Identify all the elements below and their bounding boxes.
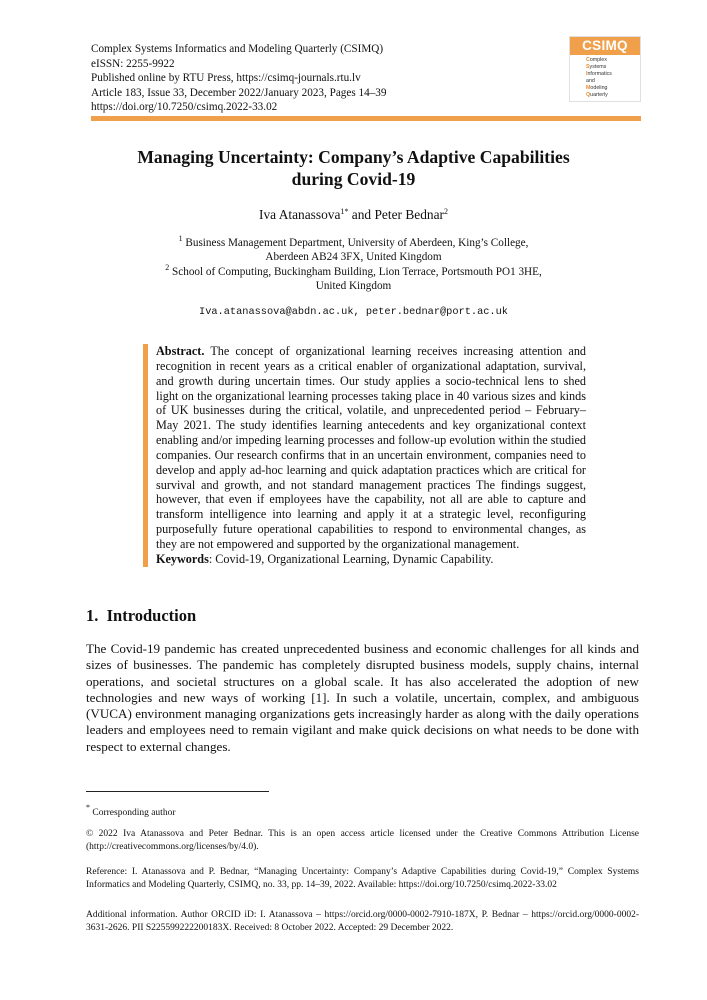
abstract-text: The concept of organizational learning receives increasing attention and recognition in recent years as a critical enabler of organizational adaptation, survival, and growth during uncertain times. Our study applies a socio-technical lens to shed light on the organizational learning processes taking place in 40 various sizes and kinds of UK businesses during the critical, volatile, and unprecedented period – February–May 2021. The study identifies learning antecedents and key organizational context enabling and/or impeding learning processes and follow-up evolution within the studied companies. Our research confirms that in an uncertain environment, companies need to develop and apply ad-hoc learning and quick adaptation practices which are critical for survival and growth, and not standard management practices The findings suggest, however, that even if employees have the capability, not all are able to capture and transform intelligence into learning and apply it at a strategic level, reconfiguring purposefully future operational capabilities to respond to environmental changes, as they are not empowered and supported by the organizational management.: [156, 344, 587, 551]
affiliation-2-cont: United Kingdom: [315, 280, 392, 293]
author-2-mark: 2: [444, 207, 448, 216]
keywords-label: Keywords: [156, 551, 209, 566]
keywords-text: : Covid-19, Organizational Learning, Dynamic Capability.: [208, 551, 494, 566]
logo-word: Modeling: [586, 85, 608, 91]
journal-name: Complex Systems Informatics and Modeling Quarterly (CSIMQ): [91, 43, 384, 55]
header-divider: [91, 116, 641, 121]
section-number: 1.: [86, 606, 99, 625]
footnote-additional: Additional information. Author ORCID iD: I. Atanassova – https://orcid.org/0000-0002-7910-187X, P. Bednar – https://orcid.org/0000-0002-3631-2626. PII S225599222200183X. Received: 8 October 2022. Accepted: 29 December 2022.: [86, 910, 639, 933]
journal-header: [91, 42, 386, 115]
article-doi: https://doi.org/10.7250/csimq.2022-33.02: [91, 101, 278, 114]
affiliation-1: $^1$ Business Management Department, University of Aberdeen, King’s College,: [178, 234, 529, 249]
journal-issn: eISSN: 2255-9922: [91, 57, 175, 70]
logo-word: Systems: [586, 64, 607, 70]
title-line-2: during Covid-19: [291, 169, 416, 189]
footnote-corresponding: * Corresponding author: [86, 803, 176, 818]
affiliation-2: $^2$ School of Computing, Buckingham Building, Lion Terrace, Portsmouth PO1 3HE,: [165, 262, 542, 278]
author-2: Peter Bednar: [374, 207, 444, 222]
footnote-reference: Reference: I. Atanassova and P. Bednar, “Managing Uncertainty: Company’s Adaptive Capabilities during Covid-19,” Complex Systems Informatics and Modeling Quarterly, CSIMQ, no. 33, pp. 14–39, 2022. Available: https://doi.org/10.7250/csimq.2022-33.02: [86, 867, 639, 890]
author-emails: Iva.atanassova@abdn.ac.uk, peter.bednar@port.ac.uk: [199, 306, 508, 318]
affiliations: [150, 236, 557, 294]
author-list: [70, 207, 637, 223]
abstract-label: Abstract.: [156, 344, 205, 358]
logo-title: CSIMQ: [570, 37, 640, 55]
logo-word: Informatics: [586, 71, 612, 77]
footnote-license: © 2022 Iva Atanassova and Peter Bednar. This is an open access article licensed under the Creative Commons Attribution License (http://creativecommons.org/licenses/by/4.0).: [86, 829, 639, 852]
title-line-1: Managing Uncertainty: Company’s Adaptive Capabilities: [137, 147, 570, 167]
section-heading: [86, 606, 196, 626]
author-1: Iva Atanassova: [259, 207, 341, 222]
logo-words: [570, 55, 640, 99]
author-joiner: and: [348, 207, 375, 222]
footnote-rule: [86, 791, 269, 792]
affiliation-1-cont: Aberdeen AB24 3FX, United Kingdom: [265, 251, 442, 264]
article-info: Article 183, Issue 33, December 2022/January 2023, Pages 14–39: [91, 86, 387, 99]
csimq-logo: [569, 36, 641, 102]
logo-word: Complex: [586, 57, 607, 63]
intro-paragraph: The Covid-19 pandemic has created unprecedented business and economic challenges for all kinds and sizes of businesses. The pandemic has completely disrupted business models, supply chains, internal operations, and societal structures on a global scale. It has also accelerated the adoption of new technologies and new ways of working [1]. In such a volatile, uncertain, complex, and ambiguous (VUCA) environment managing organizations gets increasingly harder as along with the daily operations leaders and employees need to remain vigilant and make quick decisions on what needs to be done with respect to external changes.: [86, 641, 639, 754]
author-1-mark: 1*: [340, 207, 349, 216]
journal-publisher: Published online by RTU Press, https://csimq-journals.rtu.lv: [91, 72, 361, 85]
logo-word: and: [586, 78, 595, 84]
section-title: Introduction: [106, 606, 197, 625]
logo-word: Quarterly: [586, 92, 608, 98]
paper-title: [70, 146, 637, 190]
abstract-block: [143, 344, 586, 567]
